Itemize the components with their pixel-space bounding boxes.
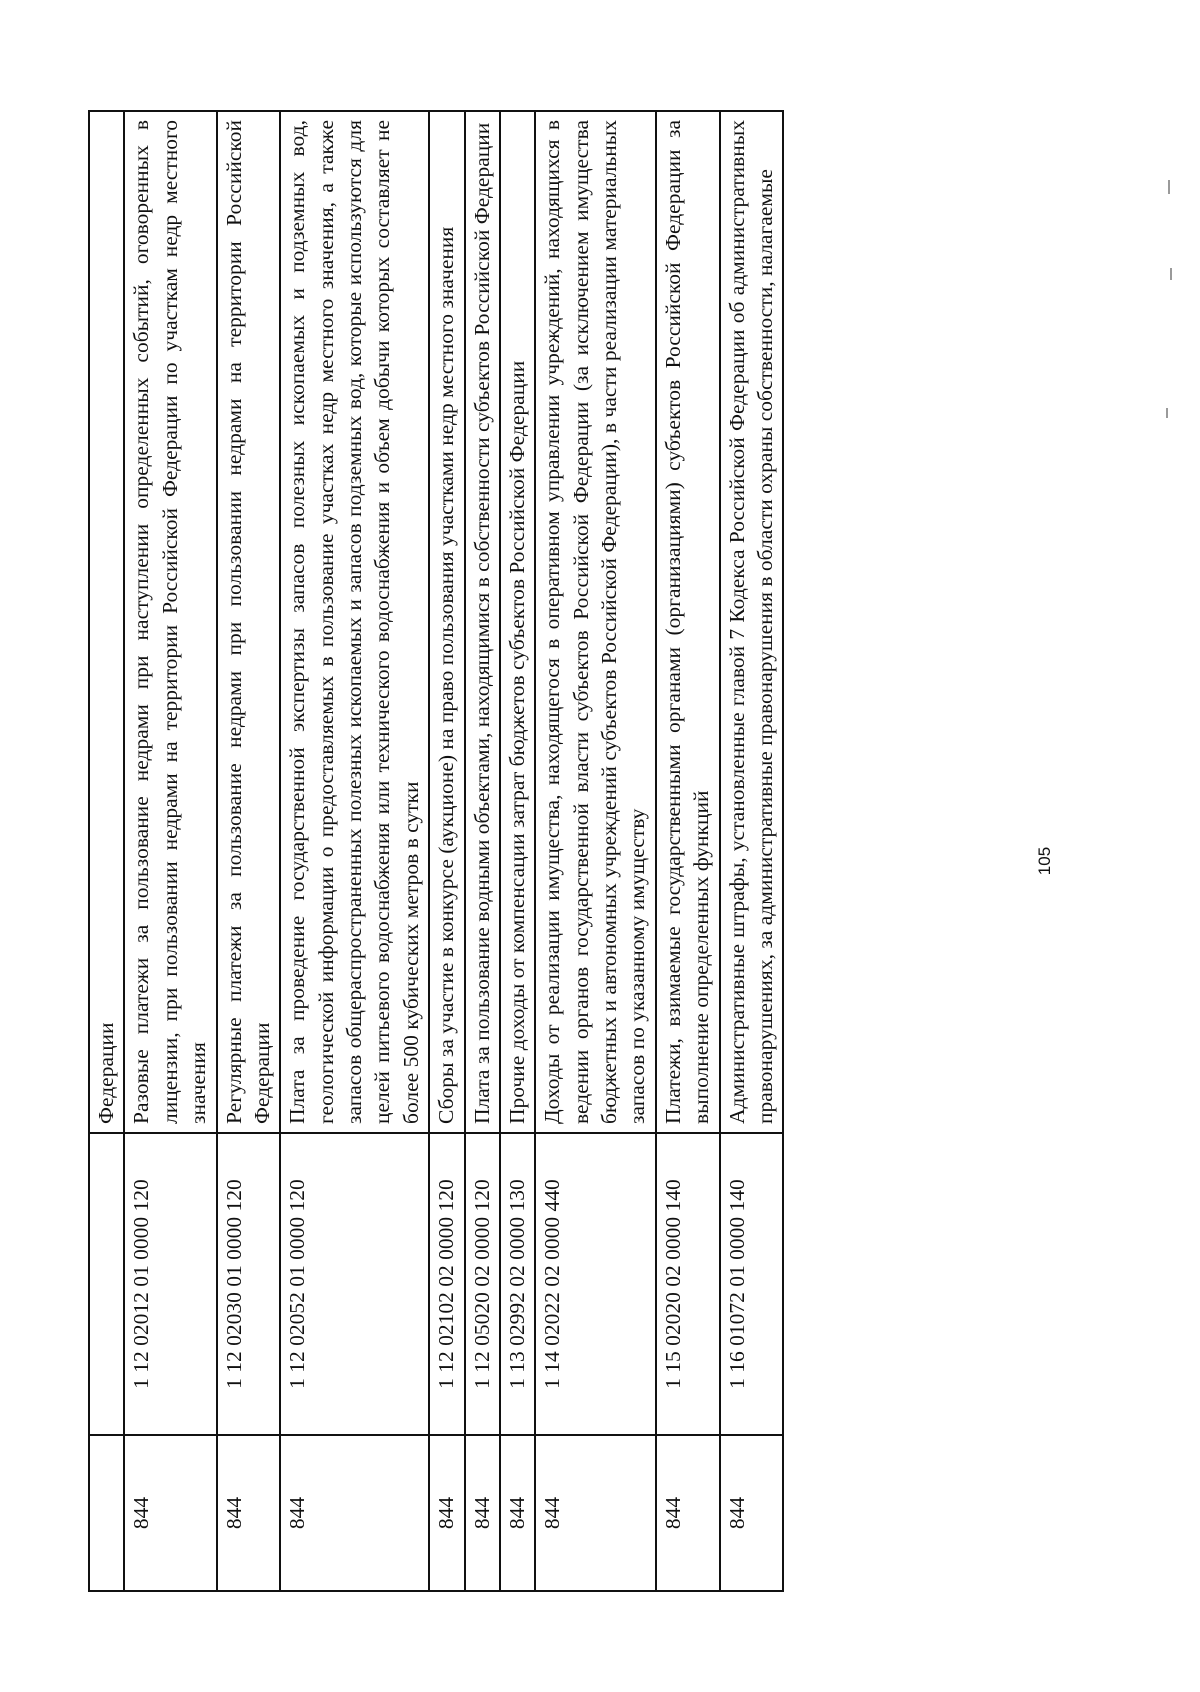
revenue-name-cell: Регулярные платежи за пользование недрами при пользовании недрами на территории Российской Федерации [217,111,281,1133]
admin-code-cell: 844 [500,1435,535,1591]
page-number: 105 [1035,846,1054,876]
budget-code-cell: 1 13 02992 02 0000 130 [500,1133,535,1435]
revenue-name-cell: Прочие доходы от компенсации затрат бюджетов субъектов Российской Федерации [500,111,535,1133]
revenue-codes-table [88,110,784,1592]
admin-code-cell [89,1435,124,1591]
revenue-name-cell: Доходы от реализации имущества, находящегося в оперативном управлении учреждений, находящихся в ведении органов государственной власти субъектов Российской Федерации (за исключением имущества бюджетных и автономных учреждений субъектов Российской Федерации), в части реализации материальных запасов по указанному имуществу [535,111,656,1133]
budget-code-cell: 1 14 02022 02 0000 440 [535,1133,656,1435]
table-row [280,111,429,1591]
budget-code-cell [89,1133,124,1435]
admin-code-cell: 844 [429,1435,464,1591]
budget-code-cell: 1 12 02102 02 0000 120 [429,1133,464,1435]
table-row [89,111,124,1591]
budget-code-cell: 1 12 02030 01 0000 120 [217,1133,281,1435]
budget-code-cell: 1 12 05020 02 0000 120 [465,1133,500,1435]
revenue-name-cell: Федерации [89,111,124,1133]
revenue-name-cell: Административные штрафы, установленные главой 7 Кодекса Российской Федерации об административных правонарушениях, за административные правонарушения в области охраны собственности, налагаемые [720,111,784,1133]
table-row [500,111,535,1591]
revenue-name-cell: Платежи, взимаемые государственными органами (организациями) субъектов Российской Федерации за выполнение определенных функций [656,111,720,1133]
admin-code-cell: 844 [656,1435,720,1591]
table-row [656,111,720,1591]
revenue-name-cell: Разовые платежи за пользование недрами при наступлении определенных событий, оговоренных в лицензии, при пользовании недрами на территории Российской Федерации по участкам недр местного значения [124,111,216,1133]
budget-code-cell: 1 12 02012 01 0000 120 [124,1133,216,1435]
budget-code-cell: 1 15 02020 02 0000 140 [656,1133,720,1435]
admin-code-cell: 844 [535,1435,656,1591]
table-row [720,111,784,1591]
admin-code-cell: 844 [124,1435,216,1591]
budget-code-cell: 1 12 02052 01 0000 120 [280,1133,429,1435]
admin-code-cell: 844 [217,1435,281,1591]
scan-speck [1170,268,1172,280]
scan-speck [1168,180,1170,194]
revenue-name-cell: Плата за пользование водными объектами, находящимися в собственности субъектов Российской Федерации [465,111,500,1133]
table-row [217,111,281,1591]
table-row [465,111,500,1591]
admin-code-cell: 844 [720,1435,784,1591]
admin-code-cell: 844 [280,1435,429,1591]
table-row [535,111,656,1591]
table-row [429,111,464,1591]
rotated-document-page [88,112,1068,1592]
budget-code-cell: 1 16 01072 01 0000 140 [720,1133,784,1435]
admin-code-cell: 844 [465,1435,500,1591]
table-row [124,111,216,1591]
revenue-name-cell: Плата за проведение государственной экспертизы запасов полезных ископаемых и подземных вод, геологической информации о предоставляемых в пользование участках недр местного значения, а также запасов общераспространенных полезных ископаемых и запасов подземных вод, которые используются для целей питьевого водоснабжения или технического водоснабжения и объем добычи которых составляет не более 500 кубических метров в сутки [280,111,429,1133]
scan-speck [1166,408,1168,418]
revenue-name-cell: Сборы за участие в конкурсе (аукционе) на право пользования участками недр местного значения [429,111,464,1133]
